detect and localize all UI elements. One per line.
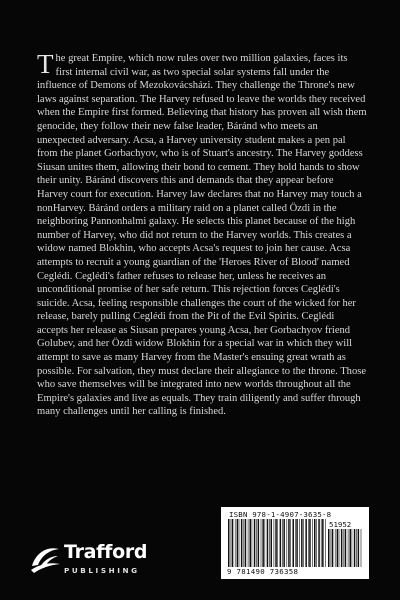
drop-cap: T [37,49,54,79]
isbn-barcode [221,507,369,579]
publisher-subtitle: PUBLISHING [64,566,140,575]
publisher-logo [28,536,168,586]
synopsis-body: he great Empire, which now rules over two million galaxies, faces its first internal civil war, as two special solar systems fall under the influence of Demons of Mezokovácsházi. They challenge the Throne's new laws against separation. The Harvey refused to leave the worlds they received when the Empire first formed. Believing that history has proven all wish them genocide, they follow their new false leader, Báránd who meets an unexpected adversary. Acsa, a Harvey university student makes a pen pal from the planet Gorbachyov, who is of Stuart's ancestry. The Harvey goddess Siusan unites them, allowing their bond to cement. They hold hands to show their unity. Báránd discovers this and demands that they appear before Harvey court for execution. Harvey law declares that no Harvey may touch a nonHarvey. Báránd orders a military raid on a planet called Özdi in the neighboring Pannonhalmi galaxy. He selects this planet because of the high number of Harvey, who did not return to the Harvey worlds. This creates a widow named Blokhin, who accepts Acsa's request to join her cause. Acsa attempts to recruit a young guardian of the 'Heroes River of Blood' named Ceglédi. Ceglédi's father refuses to release her, unless he receives an unconditional promise of her safe return. This rejection forces Ceglédi's suicide. Acsa, feeling responsible challenges the court of the wicked for her release, barely pulling Ceglédi from the Pit of the Evil Spirits. Ceglédi accepts her release as Siusan prepares young Acsa, her Gorbachyov friend Golubev, and her Özdi widow Blokhin for a special war in which they will attempt to save as many Harvey from the Master's ensuing great wrath as possible. For salvation, they must declare their allegiance to the throne. Those who save themselves will be integrated into new worlds throughout all the Empire's galaxies and live as equals. They train diligently and suffer through many challenges until her calling is finished. [37,53,367,418]
isbn-label: ISBN 978-1-4907-3635-8 [229,510,332,519]
swoosh-logo-icon [28,540,62,574]
price-code: 51952 [329,520,352,529]
ean-barcode-bars [227,519,327,567]
publisher-name: Trafford [64,541,148,563]
addon-barcode-bars [327,529,363,567]
barcode-digits: 9 781490 736358 [227,567,299,576]
synopsis-text [37,49,367,419]
